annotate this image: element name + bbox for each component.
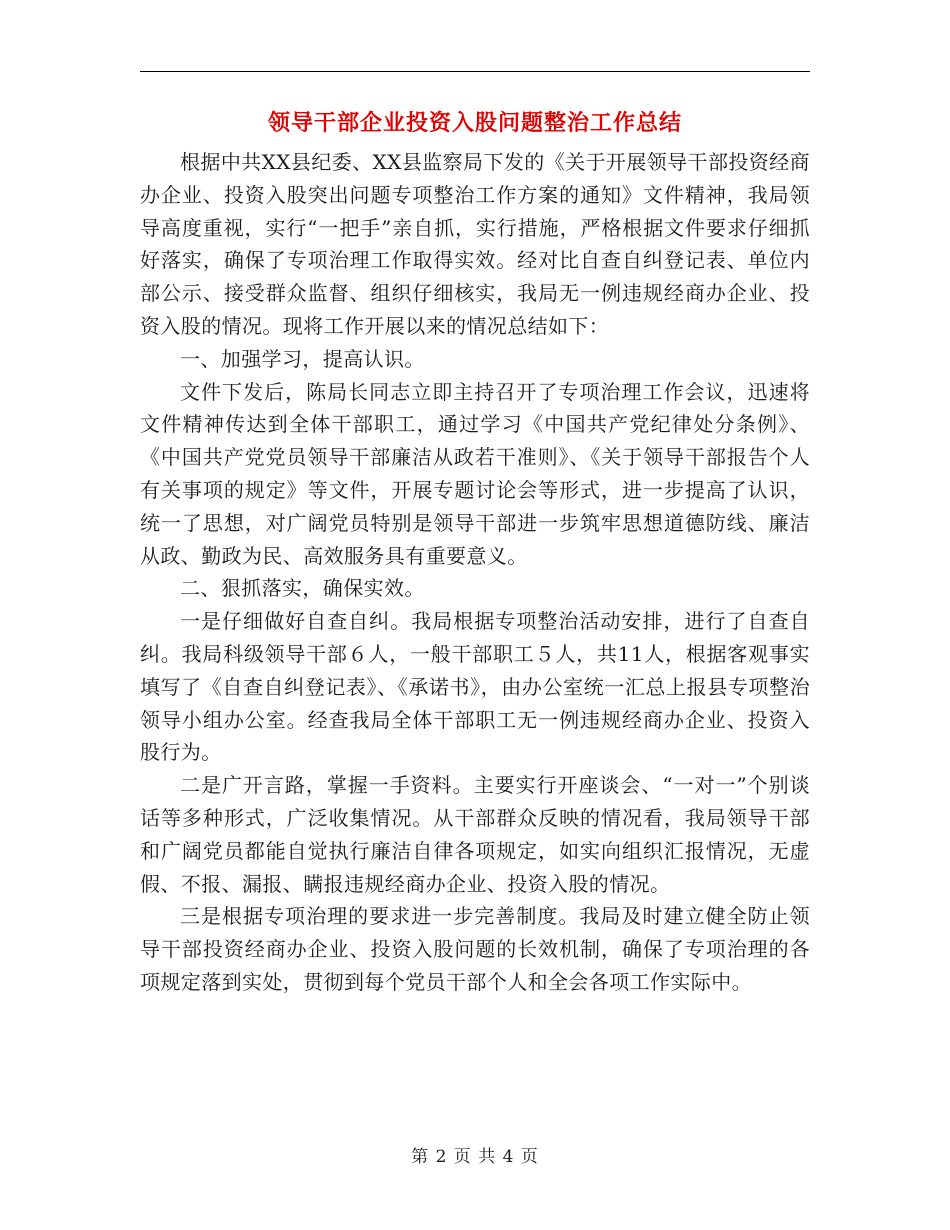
section-heading-2: 二、狠抓落实，确保实效。 [180,576,425,601]
header-rule [140,71,810,72]
document-title: 领导干部企业投资入股问题整治工作总结 [267,111,682,136]
section-heading-1: 一、加强学习，提高认识。 [180,346,425,371]
paragraph-self-check: 一是仔细做好自查自纠。我局根据专项整治活动安排，进行了自查自纠。我局科级领导干部６人，一般干部职工５人，共11人，根据客观事实填写了《自查自纠登记表》、《承诺书》，由办公室统一汇总上报县专项整治领导小组办公室。经查我局全体干部职工无一例违规经商办企业、投资入股行为。 [140,609,810,765]
paragraph-intro: 根据中共XX县纪委、XX县监察局下发的《关于开展领导干部投资经商办企业、投资入股突出问题专项整治工作方案的通知》文件精神，我局领导高度重视，实行“一把手”亲自抓，实行措施，严格根据文件要求仔细抓好落实，确保了专项治理工作取得实效。经对比自查自纠登记表、单位内部公示、接受群众监督、组织仔细核实，我局无一例违规经商办企业、投资入股的情况。现将工作开展以来的情况总结如下： [140,150,810,338]
paragraph-system: 三是根据专项治理的要求进一步完善制度。我局及时建立健全防止领导干部投资经商办企业、投资入股问题的长效机制，确保了专项治理的各项规定落到实处，贯彻到每个党员干部个人和全会各项工作实际中。 [140,904,810,994]
paragraph-study: 文件下发后，陈局长同志立即主持召开了专项治理工作会议，迅速将文件精神传达到全体干部职工，通过学习《中国共产党纪律处分条例》、《中国共产党党员领导干部廉洁从政若干准则》、《关于领导干部报告个人有关事项的规定》等文件，开展专题讨论会等形式，进一步提高了认识，统一了思想，对广阔党员特别是领导干部进一步筑牢思想道德防线、廉洁从政、勤政为民、高效服务具有重要意义。 [140,379,810,568]
document-body [140,146,810,999]
paragraph-feedback: 二是广开言路，掌握一手资料。主要实行开座谈会、“一对一”个别谈话等多种形式，广泛收集情况。从干部群众反映的情况看，我局领导干部和广阔党员都能自觉执行廉洁自律各项规定，如实向组织汇报情况，无虚假、不报、漏报、瞒报违规经商办企业、投资入股的情况。 [140,773,810,896]
page-number: 第 2 页 共 4 页 [411,1147,539,1167]
